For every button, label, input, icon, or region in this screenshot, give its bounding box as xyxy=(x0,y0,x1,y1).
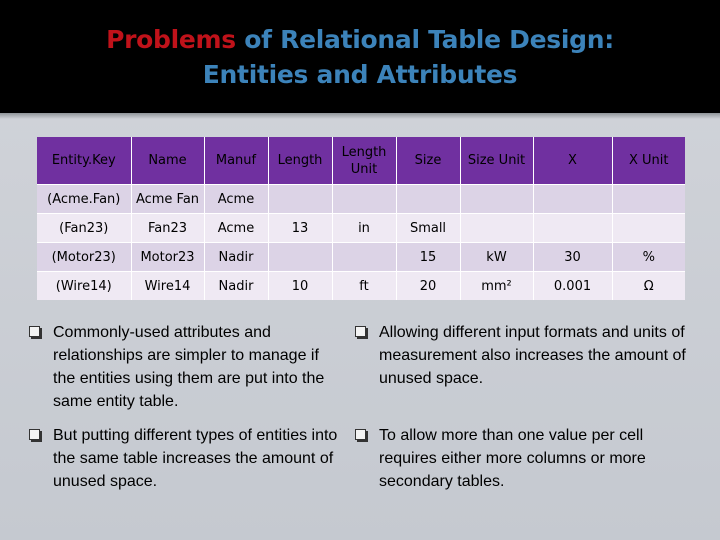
table-cell: Fan23 xyxy=(131,214,204,243)
header-cell: Manuf xyxy=(204,137,268,185)
slide-title xyxy=(0,0,720,113)
table-cell: 10 xyxy=(268,272,332,301)
table-cell: (Acme.Fan) xyxy=(37,185,131,214)
bullet-text: But putting different types of entities into the same table increases the amount of unused space. xyxy=(53,427,338,490)
table-cell xyxy=(268,243,332,272)
table-row xyxy=(37,272,685,301)
header-cell: Size xyxy=(396,137,460,185)
table-cell: 15 xyxy=(396,243,460,272)
square-bullet-icon xyxy=(29,429,40,440)
square-bullet-icon xyxy=(355,326,366,337)
table-row xyxy=(37,243,685,272)
table-cell: 13 xyxy=(268,214,332,243)
table-cell: 30 xyxy=(533,243,612,272)
bullet-text: Commonly-used attributes and relationships are simpler to manage if the entities using them are put into the same entity table. xyxy=(53,324,325,410)
table-row xyxy=(37,214,685,243)
square-bullet-icon xyxy=(355,429,366,440)
table-row xyxy=(37,185,685,214)
table-cell: Acme xyxy=(204,214,268,243)
title-line-1 xyxy=(106,22,614,57)
table-cell: (Wire14) xyxy=(37,272,131,301)
title-accent-word: Problems xyxy=(106,24,236,54)
table-cell: Motor23 xyxy=(131,243,204,272)
table-cell xyxy=(268,185,332,214)
table-cell: % xyxy=(612,243,685,272)
table-cell: Wire14 xyxy=(131,272,204,301)
table-cell xyxy=(460,185,533,214)
table-cell: Nadir xyxy=(204,243,268,272)
table-cell xyxy=(396,185,460,214)
table-cell: Nadir xyxy=(204,272,268,301)
bullet-text: Allowing different input formats and units of measurement also increases the amount of unused space. xyxy=(379,324,686,387)
header-cell: X Unit xyxy=(612,137,685,185)
table-cell: mm² xyxy=(460,272,533,301)
table-cell xyxy=(612,214,685,243)
table-cell: Acme xyxy=(204,185,268,214)
square-bullet-icon xyxy=(29,326,40,337)
table-header-row xyxy=(37,137,685,185)
table-cell: kW xyxy=(460,243,533,272)
slide-content xyxy=(0,113,720,540)
table-cell xyxy=(533,214,612,243)
table-cell xyxy=(533,185,612,214)
header-cell: Entity.Key xyxy=(37,137,131,185)
header-cell: X xyxy=(533,137,612,185)
table-cell: Acme Fan xyxy=(131,185,204,214)
table-cell: Small xyxy=(396,214,460,243)
table-cell: ft xyxy=(332,272,396,301)
table-cell: 0.001 xyxy=(533,272,612,301)
table-cell: in xyxy=(332,214,396,243)
header-cell: Name xyxy=(131,137,204,185)
attributes-table xyxy=(37,137,685,300)
header-cell: Size Unit xyxy=(460,137,533,185)
table-cell: 20 xyxy=(396,272,460,301)
table-cell xyxy=(612,185,685,214)
header-cell: Length Unit xyxy=(332,137,396,185)
title-line-1-rest: of Relational Table Design: xyxy=(235,24,614,54)
table-cell xyxy=(332,185,396,214)
header-cell: Length xyxy=(268,137,332,185)
bullet-text: To allow more than one value per cell requires either more columns or more secondary tables. xyxy=(379,427,646,490)
table-cell xyxy=(332,243,396,272)
table-cell: (Motor23) xyxy=(37,243,131,272)
title-line-2: Entities and Attributes xyxy=(202,59,518,89)
table-cell xyxy=(460,214,533,243)
table-cell: Ω xyxy=(612,272,685,301)
table-cell: (Fan23) xyxy=(37,214,131,243)
